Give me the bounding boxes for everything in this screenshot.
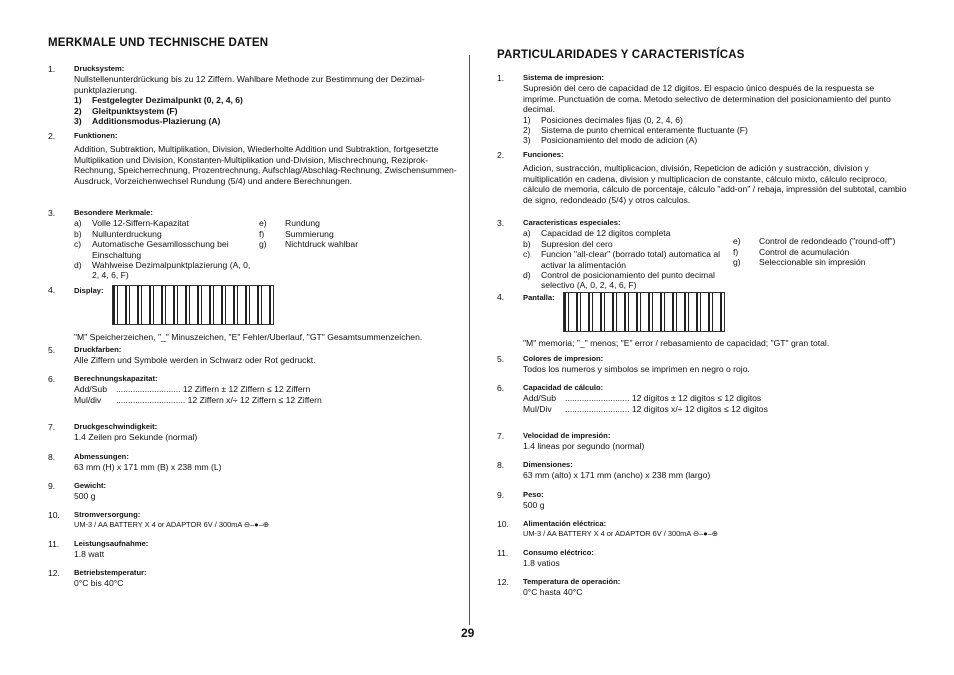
- es-display-note: "M" memoria; "_" menos; "E" error / rebasamiento de capacidad; "GT" gran total.: [523, 338, 830, 348]
- column-divider: [469, 55, 470, 625]
- de-section-7: 7. Druckgeschwindigkeit: 1.4 Zeilen pro Sekunde (normal): [48, 422, 198, 443]
- de-section-1: 1. Drucksystem: Nullstellenunterdrückung bis zu 12 Ziffern. Wahlbare Methode zur Bestimmung der Dezimal-punktplazierung. 1) Festgelegter Dezimalpunkt (0, 2, 4, 6) 2) Gleitpunktsystem (F) 3) Additionsmodus-Plazierung (A): [48, 64, 425, 127]
- de-display-note: "M" Speicherzeichen, "_" Minuszeichen, "E" Fehler/Uberlauf, "GT" Gesamtsummenzeichen.: [74, 332, 423, 342]
- page-number: 29: [461, 626, 475, 640]
- de-section-4: 4. Display:: [48, 285, 468, 325]
- es-section-12: 12. Temperatura de operación: 0°C hasta 40°C: [497, 577, 621, 598]
- es-section-9: 9. Peso: 500 g: [497, 490, 545, 511]
- display-illustration: [563, 292, 725, 332]
- es-section-4: 4. Pantalla:: [497, 292, 907, 332]
- display-illustration: [112, 285, 274, 325]
- de-section-10: 10. Stromversorgung: UM-3 / AA BATTERY X 4 or ADAPTOR 6V / 300mA ⊖–●–⊕: [48, 510, 269, 530]
- spanish-title: PARTICULARIDADES Y CARACTERISTÍCAS: [497, 49, 745, 61]
- es-section-3: 3. Caracteristicas especiales: a) Capacidad de 12 digitos completa b) Supresion del cero c) Funcion "all-clear" (borrado total) automatica al activar la alimentación d) Control de posicionamiento del punto decimal selectivo (A, 0, 2, 4, 6, F) e) Control de redondeado ("round-off") f) Control de acumulación g) Seleccionable sin impresión: [497, 218, 896, 291]
- de-section-9: 9. Gewicht: 500 g: [48, 481, 107, 502]
- es-section-2: 2. Funciones: Adicion, sustracción, multiplicacion, división, Repeticion de adición y sustracción, division y multiplicatión en cadena, division y multiplicacion de constante, cálculo mixto, cálculo reciproco, cálculo de memoria, cálculo de porcentaje, cálculo "add-on" / rebaja, impressión del subtotal, cambio de signo, redondeado (5/4) y otros calculos.: [497, 150, 907, 205]
- de-section-2: 2. Funktionen: Addition, Subtraktion, Multiplikation, Division, Wiederholte Addition und Subtraktion, fortgesetzte Multiplikation und Division, Konstanten-Multiplikation und-Division, Mischrechnung, Reziprok-Rechnung, Speicherrechnung, Prozentrechnung, Aufschlag/Abschlag-Rechnung, Zwischensummen-Ausdruck, Vorzeichenwechsel Rundung (5/4) und andere Berechnungen.: [48, 131, 457, 186]
- de-section-8: 8. Abmessungen: 63 mm (H) x 171 mm (B) x 238 mm (L): [48, 452, 222, 473]
- de-section-11: 11. Leistungsaufnahme: 1.8 watt: [48, 539, 149, 560]
- es-section-5: 5. Colores de impresion: Todos los numeros y simbolos se imprimen en negro o rojo.: [497, 354, 750, 375]
- de-section-5: 5. Druckfarben: Alle Ziffern und Symbole werden in Schwarz oder Rot gedruckt.: [48, 345, 316, 366]
- es-section-10: 10. Alimentación eléctrica: UM-3 / AA BATTERY X 4 or ADAPTOR 6V / 300mA ⊖–●–⊕: [497, 519, 718, 539]
- german-title: MERKMALE UND TECHNISCHE DATEN: [48, 37, 269, 49]
- es-section-8: 8. Dimensiones: 63 mm (alto) x 171 mm (ancho) x 238 mm (largo): [497, 460, 711, 481]
- es-section-11: 11. Consumo eléctrico: 1.8 vatios: [497, 548, 594, 569]
- es-section-7: 7. Velocidad de impresión: 1.4 lineas por segundo (normal): [497, 431, 645, 452]
- es-section-1: 1. Sistema de impresion: Supresión del cero de capacidad de 12 digitos. El espacio único después de la respuesta se imprime. Punctuatión de coma. Metodo selectivo de determination del posicionamiento del punto decimal. 1) Posiciones decimales fijas (0, 2, 4, 6) 2) Sistema de punto chemical enteramente fluctuante (F) 3) Posicionamiento del modo de adicion (A): [497, 73, 891, 146]
- de-section-12: 12. Betriebstemperatur: 0°C bis 40°C: [48, 568, 147, 589]
- de-section-3: 3. Besondere Merkmale: a) Volle 12-Siffern-Kapazitat b) Nullunterdruckung c) Automatische Gesamllosschung bei Einschaltung d) Wahlweise Dezimalpunktplazierung (A, 0, 2, 4, 6, F) e) Rundung f) Summierung g) Nichtdruck wahlbar: [48, 208, 359, 281]
- es-section-6: 6. Capacidad de cálculo: Add/Sub ........................... 12 digitos ± 12 digitos ≤ 12 digitos Mul/Div ........................... 12 digitos x/÷ 12 digitos ≤ 12 digitos: [497, 383, 768, 414]
- de-section-6: 6. Berechnungskapazitat: Add/Sub ........................... 12 Ziffern ± 12 Ziffern ≤ 12 Ziffern Mul/div ............................. 12 Ziffern x/÷ 12 Ziffern ≤ 12 Ziffern: [48, 374, 322, 405]
